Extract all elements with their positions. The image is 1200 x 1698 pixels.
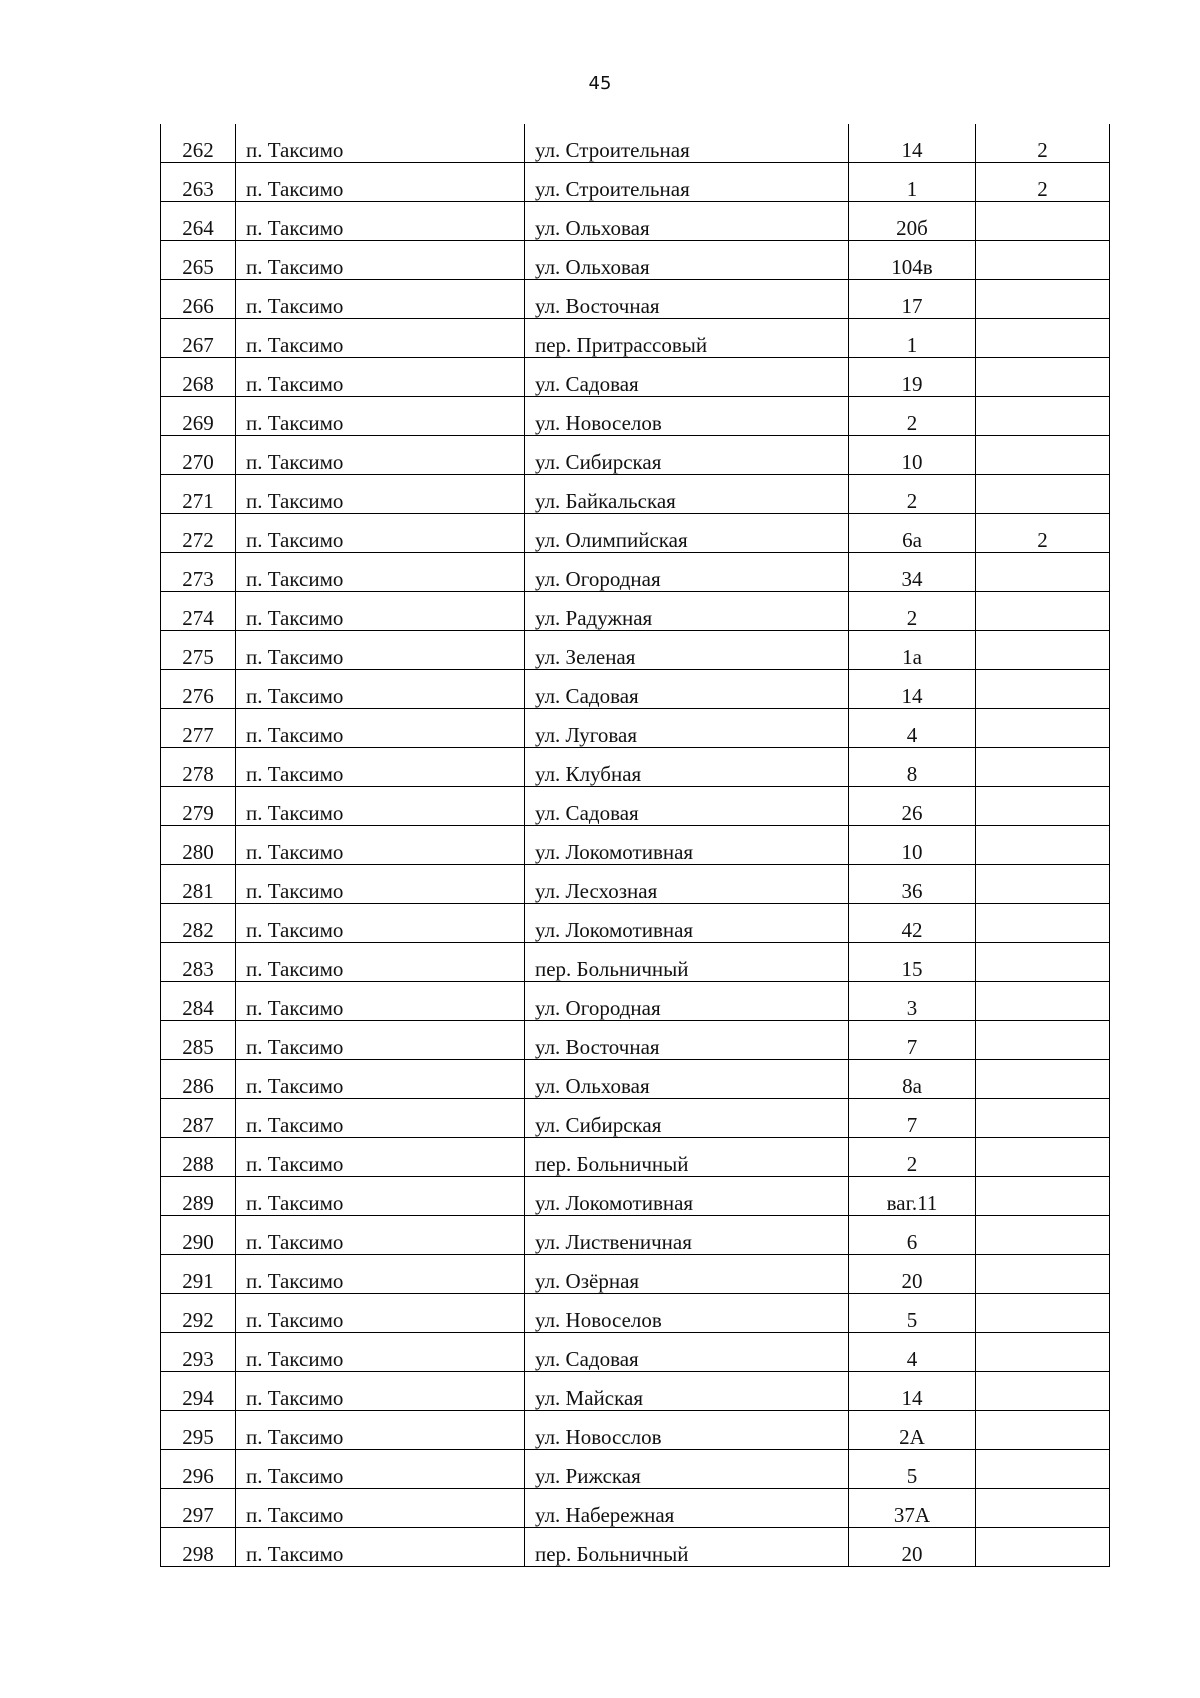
row-number-cell: 293 xyxy=(161,1333,236,1372)
house-number-cell: 6а xyxy=(849,514,976,553)
street-cell: ул. Садовая xyxy=(525,358,849,397)
table-row xyxy=(161,826,1110,865)
street-cell: ул. Лиственичная xyxy=(525,1216,849,1255)
row-number-cell: 298 xyxy=(161,1528,236,1567)
extra-count-cell xyxy=(976,1294,1110,1333)
house-number-cell: 1 xyxy=(849,319,976,358)
extra-count-cell xyxy=(976,748,1110,787)
house-number-cell: 42 xyxy=(849,904,976,943)
table-row xyxy=(161,1294,1110,1333)
extra-count-cell xyxy=(976,202,1110,241)
locality-cell: п. Таксимо xyxy=(236,982,525,1021)
locality-cell: п. Таксимо xyxy=(236,1294,525,1333)
house-number-cell: 2А xyxy=(849,1411,976,1450)
locality-cell: п. Таксимо xyxy=(236,631,525,670)
row-number-cell: 266 xyxy=(161,280,236,319)
house-number-cell: 14 xyxy=(849,1372,976,1411)
row-number-cell: 296 xyxy=(161,1450,236,1489)
row-number-cell: 295 xyxy=(161,1411,236,1450)
house-number-cell: 26 xyxy=(849,787,976,826)
house-number-cell: 7 xyxy=(849,1099,976,1138)
street-cell: ул. Лесхозная xyxy=(525,865,849,904)
table-row xyxy=(161,670,1110,709)
table-row xyxy=(161,1177,1110,1216)
table-row xyxy=(161,631,1110,670)
row-number-cell: 268 xyxy=(161,358,236,397)
row-number-cell: 263 xyxy=(161,163,236,202)
extra-count-cell xyxy=(976,1411,1110,1450)
extra-count-cell xyxy=(976,241,1110,280)
table-row xyxy=(161,1372,1110,1411)
extra-count-cell xyxy=(976,982,1110,1021)
house-number-cell: 2 xyxy=(849,397,976,436)
table-row xyxy=(161,1060,1110,1099)
locality-cell: п. Таксимо xyxy=(236,553,525,592)
extra-count-cell xyxy=(976,943,1110,982)
table-row xyxy=(161,943,1110,982)
street-cell: ул. Строительная xyxy=(525,163,849,202)
locality-cell: п. Таксимо xyxy=(236,1216,525,1255)
row-number-cell: 277 xyxy=(161,709,236,748)
locality-cell: п. Таксимо xyxy=(236,943,525,982)
row-number-cell: 297 xyxy=(161,1489,236,1528)
street-cell: ул. Набережная xyxy=(525,1489,849,1528)
row-number-cell: 292 xyxy=(161,1294,236,1333)
locality-cell: п. Таксимо xyxy=(236,124,525,163)
table-row xyxy=(161,358,1110,397)
locality-cell: п. Таксимо xyxy=(236,826,525,865)
table-row xyxy=(161,436,1110,475)
street-cell: ул. Локомотивная xyxy=(525,826,849,865)
extra-count-cell xyxy=(976,436,1110,475)
extra-count-cell xyxy=(976,1450,1110,1489)
extra-count-cell xyxy=(976,787,1110,826)
house-number-cell: 19 xyxy=(849,358,976,397)
row-number-cell: 284 xyxy=(161,982,236,1021)
table-row xyxy=(161,475,1110,514)
locality-cell: п. Таксимо xyxy=(236,748,525,787)
street-cell: ул. Сибирская xyxy=(525,1099,849,1138)
house-number-cell: 6 xyxy=(849,1216,976,1255)
locality-cell: п. Таксимо xyxy=(236,670,525,709)
row-number-cell: 282 xyxy=(161,904,236,943)
locality-cell: п. Таксимо xyxy=(236,1060,525,1099)
street-cell: пер. Притрассовый xyxy=(525,319,849,358)
row-number-cell: 265 xyxy=(161,241,236,280)
extra-count-cell xyxy=(976,553,1110,592)
locality-cell: п. Таксимо xyxy=(236,358,525,397)
street-cell: ул. Зеленая xyxy=(525,631,849,670)
locality-cell: п. Таксимо xyxy=(236,1138,525,1177)
extra-count-cell xyxy=(976,1489,1110,1528)
extra-count-cell: 2 xyxy=(976,163,1110,202)
extra-count-cell xyxy=(976,709,1110,748)
street-cell: ул. Новоселов xyxy=(525,397,849,436)
extra-count-cell xyxy=(976,358,1110,397)
table-row xyxy=(161,319,1110,358)
locality-cell: п. Таксимо xyxy=(236,436,525,475)
street-cell: ул. Ольховая xyxy=(525,241,849,280)
row-number-cell: 288 xyxy=(161,1138,236,1177)
locality-cell: п. Таксимо xyxy=(236,787,525,826)
row-number-cell: 272 xyxy=(161,514,236,553)
table-row xyxy=(161,1021,1110,1060)
house-number-cell: 20 xyxy=(849,1528,976,1567)
table-row xyxy=(161,592,1110,631)
house-number-cell: 1а xyxy=(849,631,976,670)
house-number-cell: 10 xyxy=(849,436,976,475)
extra-count-cell xyxy=(976,1255,1110,1294)
house-number-cell: 5 xyxy=(849,1294,976,1333)
locality-cell: п. Таксимо xyxy=(236,514,525,553)
house-number-cell: 4 xyxy=(849,709,976,748)
street-cell: ул. Ольховая xyxy=(525,1060,849,1099)
locality-cell: п. Таксимо xyxy=(236,1021,525,1060)
extra-count-cell xyxy=(976,280,1110,319)
table-row xyxy=(161,280,1110,319)
row-number-cell: 273 xyxy=(161,553,236,592)
row-number-cell: 269 xyxy=(161,397,236,436)
extra-count-cell xyxy=(976,1333,1110,1372)
table-row xyxy=(161,982,1110,1021)
street-cell: ул. Клубная xyxy=(525,748,849,787)
table-row xyxy=(161,1489,1110,1528)
extra-count-cell xyxy=(976,397,1110,436)
street-cell: ул. Байкальская xyxy=(525,475,849,514)
table-row xyxy=(161,865,1110,904)
house-number-cell: 2 xyxy=(849,475,976,514)
table-row xyxy=(161,241,1110,280)
row-number-cell: 276 xyxy=(161,670,236,709)
street-cell: ул. Новосслов xyxy=(525,1411,849,1450)
extra-count-cell xyxy=(976,631,1110,670)
locality-cell: п. Таксимо xyxy=(236,904,525,943)
house-number-cell: 37А xyxy=(849,1489,976,1528)
house-number-cell: 8а xyxy=(849,1060,976,1099)
address-table xyxy=(160,124,1110,1567)
extra-count-cell xyxy=(976,1099,1110,1138)
house-number-cell: 7 xyxy=(849,1021,976,1060)
house-number-cell: 20 xyxy=(849,1255,976,1294)
street-cell: ул. Садовая xyxy=(525,670,849,709)
extra-count-cell xyxy=(976,1177,1110,1216)
locality-cell: п. Таксимо xyxy=(236,163,525,202)
street-cell: пер. Больничный xyxy=(525,1138,849,1177)
house-number-cell: 14 xyxy=(849,670,976,709)
street-cell: ул. Локомотивная xyxy=(525,904,849,943)
locality-cell: п. Таксимо xyxy=(236,709,525,748)
extra-count-cell xyxy=(976,1528,1110,1567)
row-number-cell: 279 xyxy=(161,787,236,826)
house-number-cell: 2 xyxy=(849,1138,976,1177)
row-number-cell: 286 xyxy=(161,1060,236,1099)
row-number-cell: 274 xyxy=(161,592,236,631)
street-cell: ул. Ольховая xyxy=(525,202,849,241)
row-number-cell: 281 xyxy=(161,865,236,904)
street-cell: ул. Восточная xyxy=(525,280,849,319)
row-number-cell: 280 xyxy=(161,826,236,865)
house-number-cell: 1 xyxy=(849,163,976,202)
table-row xyxy=(161,1411,1110,1450)
street-cell: пер. Больничный xyxy=(525,1528,849,1567)
row-number-cell: 278 xyxy=(161,748,236,787)
table-row xyxy=(161,163,1110,202)
house-number-cell: 17 xyxy=(849,280,976,319)
address-table-body xyxy=(161,124,1110,1567)
extra-count-cell: 2 xyxy=(976,514,1110,553)
street-cell: ул. Строительная xyxy=(525,124,849,163)
locality-cell: п. Таксимо xyxy=(236,1333,525,1372)
extra-count-cell xyxy=(976,1021,1110,1060)
row-number-cell: 294 xyxy=(161,1372,236,1411)
locality-cell: п. Таксимо xyxy=(236,1489,525,1528)
table-row xyxy=(161,514,1110,553)
extra-count-cell xyxy=(976,904,1110,943)
extra-count-cell xyxy=(976,1372,1110,1411)
row-number-cell: 289 xyxy=(161,1177,236,1216)
extra-count-cell: 2 xyxy=(976,124,1110,163)
street-cell: ул. Огородная xyxy=(525,982,849,1021)
street-cell: ул. Садовая xyxy=(525,787,849,826)
table-row xyxy=(161,748,1110,787)
locality-cell: п. Таксимо xyxy=(236,865,525,904)
house-number-cell: 4 xyxy=(849,1333,976,1372)
locality-cell: п. Таксимо xyxy=(236,1255,525,1294)
row-number-cell: 267 xyxy=(161,319,236,358)
table-row xyxy=(161,553,1110,592)
street-cell: ул. Локомотивная xyxy=(525,1177,849,1216)
extra-count-cell xyxy=(976,592,1110,631)
locality-cell: п. Таксимо xyxy=(236,1177,525,1216)
street-cell: ул. Радужная xyxy=(525,592,849,631)
street-cell: ул. Озёрная xyxy=(525,1255,849,1294)
house-number-cell: 10 xyxy=(849,826,976,865)
row-number-cell: 285 xyxy=(161,1021,236,1060)
locality-cell: п. Таксимо xyxy=(236,1372,525,1411)
table-row xyxy=(161,709,1110,748)
street-cell: ул. Луговая xyxy=(525,709,849,748)
house-number-cell: 3 xyxy=(849,982,976,1021)
locality-cell: п. Таксимо xyxy=(236,202,525,241)
street-cell: пер. Больничный xyxy=(525,943,849,982)
row-number-cell: 283 xyxy=(161,943,236,982)
house-number-cell: 15 xyxy=(849,943,976,982)
extra-count-cell xyxy=(976,865,1110,904)
table-row xyxy=(161,397,1110,436)
street-cell: ул. Новоселов xyxy=(525,1294,849,1333)
table-row xyxy=(161,1099,1110,1138)
table-row xyxy=(161,904,1110,943)
locality-cell: п. Таксимо xyxy=(236,1411,525,1450)
table-row xyxy=(161,1450,1110,1489)
house-number-cell: 104в xyxy=(849,241,976,280)
locality-cell: п. Таксимо xyxy=(236,592,525,631)
row-number-cell: 290 xyxy=(161,1216,236,1255)
locality-cell: п. Таксимо xyxy=(236,397,525,436)
extra-count-cell xyxy=(976,670,1110,709)
house-number-cell: 20б xyxy=(849,202,976,241)
house-number-cell: 34 xyxy=(849,553,976,592)
row-number-cell: 275 xyxy=(161,631,236,670)
house-number-cell: 14 xyxy=(849,124,976,163)
locality-cell: п. Таксимо xyxy=(236,475,525,514)
table-row xyxy=(161,1255,1110,1294)
extra-count-cell xyxy=(976,826,1110,865)
row-number-cell: 287 xyxy=(161,1099,236,1138)
row-number-cell: 291 xyxy=(161,1255,236,1294)
house-number-cell: 5 xyxy=(849,1450,976,1489)
house-number-cell: ваг.11 xyxy=(849,1177,976,1216)
extra-count-cell xyxy=(976,1138,1110,1177)
locality-cell: п. Таксимо xyxy=(236,1450,525,1489)
table-row xyxy=(161,1216,1110,1255)
table-row xyxy=(161,124,1110,163)
street-cell: ул. Рижская xyxy=(525,1450,849,1489)
row-number-cell: 262 xyxy=(161,124,236,163)
page-number: 45 xyxy=(588,73,612,94)
house-number-cell: 36 xyxy=(849,865,976,904)
street-cell: ул. Олимпийская xyxy=(525,514,849,553)
row-number-cell: 271 xyxy=(161,475,236,514)
row-number-cell: 270 xyxy=(161,436,236,475)
street-cell: ул. Сибирская xyxy=(525,436,849,475)
table-row xyxy=(161,787,1110,826)
locality-cell: п. Таксимо xyxy=(236,1099,525,1138)
locality-cell: п. Таксимо xyxy=(236,280,525,319)
extra-count-cell xyxy=(976,1216,1110,1255)
table-row xyxy=(161,1333,1110,1372)
locality-cell: п. Таксимо xyxy=(236,241,525,280)
locality-cell: п. Таксимо xyxy=(236,319,525,358)
street-cell: ул. Садовая xyxy=(525,1333,849,1372)
locality-cell: п. Таксимо xyxy=(236,1528,525,1567)
row-number-cell: 264 xyxy=(161,202,236,241)
extra-count-cell xyxy=(976,475,1110,514)
table-row xyxy=(161,202,1110,241)
street-cell: ул. Огородная xyxy=(525,553,849,592)
extra-count-cell xyxy=(976,1060,1110,1099)
extra-count-cell xyxy=(976,319,1110,358)
table-row xyxy=(161,1138,1110,1177)
table-row xyxy=(161,1528,1110,1567)
house-number-cell: 2 xyxy=(849,592,976,631)
street-cell: ул. Восточная xyxy=(525,1021,849,1060)
street-cell: ул. Майская xyxy=(525,1372,849,1411)
house-number-cell: 8 xyxy=(849,748,976,787)
